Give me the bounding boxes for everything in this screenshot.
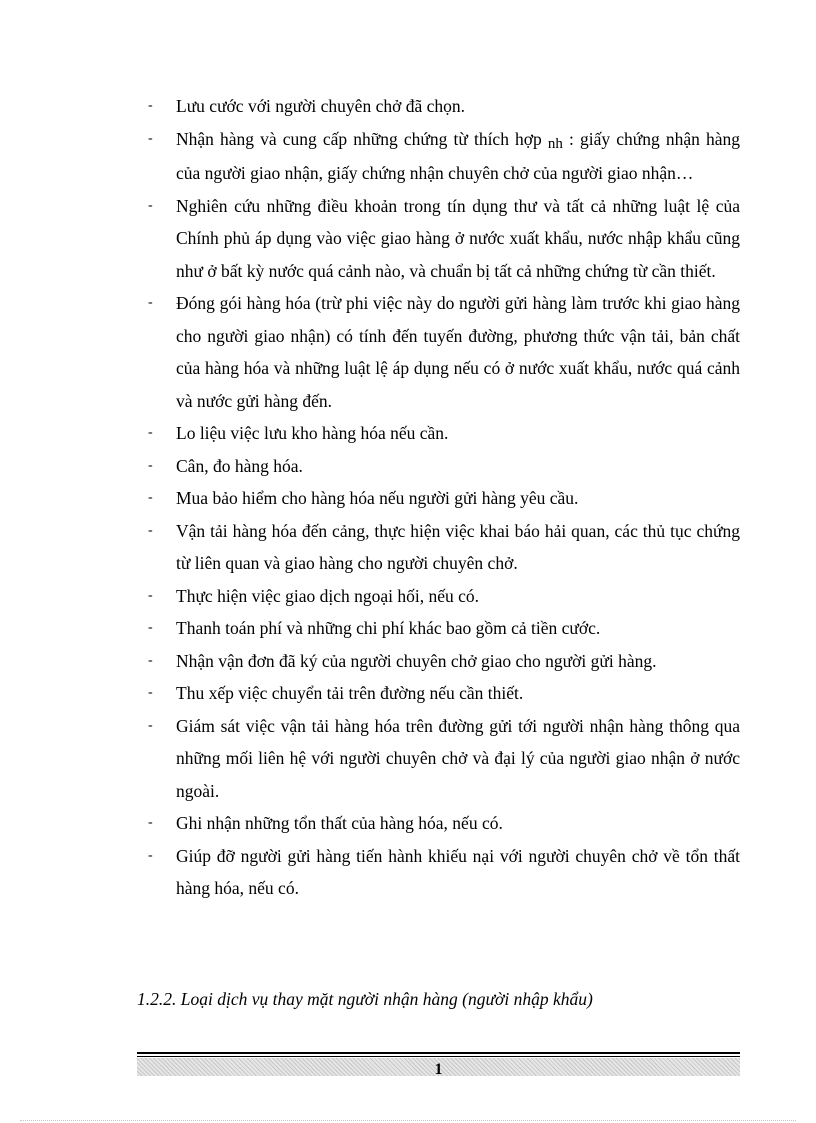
bullet-dash-icon: - bbox=[148, 587, 153, 603]
list-item-text: Giúp đỡ người gửi hàng tiến hành khiếu nại với người chuyên chở về tổn thất hàng hóa, nếu có. bbox=[176, 845, 740, 898]
section-heading: 1.2.2. Loại dịch vụ thay mặt người nhận hàng (người nhập khẩu) bbox=[137, 989, 593, 1009]
list-item-text: Nhận hàng và cung cấp những chứng từ thích hợp bbox=[176, 128, 548, 149]
list-item-text: Nghiên cứu những điều khoản trong tín dụng thư và tất cả những luật lệ của Chính phủ áp dụng vào việc giao hàng ở nước xuất khẩu, nước nhập khẩu cũng như ở bất kỳ nước quá cảnh nào, và chuẩn bị tất cả những chứng từ cần thiết. bbox=[176, 195, 740, 281]
list-item-text: Ghi nhận những tổn thất của hàng hóa, nếu có. bbox=[176, 813, 503, 833]
list-item bbox=[148, 840, 740, 905]
list-item-text: Nhận vận đơn đã ký của người chuyên chở giao cho người gửi hàng. bbox=[176, 650, 657, 671]
list-item bbox=[148, 612, 740, 645]
bullet-dash-icon: - bbox=[148, 652, 153, 668]
footer-rule-thick bbox=[137, 1052, 740, 1054]
list-item bbox=[148, 287, 740, 417]
list-item-text: Lo liệu việc lưu kho hàng hóa nếu cần. bbox=[176, 423, 449, 443]
duty-list bbox=[148, 90, 740, 905]
bullet-dash-icon: - bbox=[148, 717, 153, 733]
bullet-dash-icon: - bbox=[148, 197, 153, 213]
bullet-dash-icon: - bbox=[148, 425, 153, 440]
list-item bbox=[148, 580, 740, 613]
list-item bbox=[148, 710, 740, 808]
list-item bbox=[148, 90, 740, 123]
bullet-dash-icon: - bbox=[148, 522, 153, 538]
list-item-text: Đóng gói hàng hóa (trừ phi việc này do người gửi hàng làm trước khi giao hàng cho người giao nhận) có tính đến tuyến đường, phương thức vận tải, bản chất của hàng hóa và những luật lệ áp dụng nếu có ở nước xuất khẩu, nước quá cảnh và nước gửi hàng đến. bbox=[176, 293, 740, 411]
list-item bbox=[148, 417, 740, 450]
bullet-dash-icon: - bbox=[148, 457, 153, 473]
list-item-text: Lưu cước với người chuyên chở đã chọn. bbox=[176, 96, 466, 116]
list-item bbox=[148, 645, 740, 678]
list-item bbox=[148, 450, 740, 483]
list-item-text: Thu xếp việc chuyển tải trên đường nếu cần thiết. bbox=[176, 683, 524, 703]
list-item bbox=[148, 677, 740, 710]
list-item-subscript: nh bbox=[547, 135, 563, 152]
bullet-dash-icon: - bbox=[148, 130, 153, 146]
list-item-text: Thực hiện việc giao dịch ngoại hối, nếu có. bbox=[176, 585, 480, 606]
page-edge-divider bbox=[20, 1120, 796, 1121]
list-item-text: Mua bảo hiểm cho hàng hóa nếu người gửi hàng yêu cầu. bbox=[176, 488, 579, 508]
list-item-text: Giám sát việc vận tải hàng hóa trên đường gửi tới người nhận hàng thông qua những mối liên hệ với người chuyên chở và đại lý của người giao nhận ở nước ngoài. bbox=[176, 715, 740, 801]
list-item-text: Vận tải hàng hóa đến cảng, thực hiện việc khai báo hải quan, các thủ tục chứng từ liên quan và giao hàng cho người chuyên chở. bbox=[176, 520, 740, 573]
bullet-dash-icon: - bbox=[148, 490, 153, 505]
list-item bbox=[148, 482, 740, 515]
list-item bbox=[148, 515, 740, 580]
footer-rule-thin bbox=[137, 1056, 740, 1057]
bullet-dash-icon: - bbox=[148, 847, 153, 863]
list-item-text: Cân, đo hàng hóa. bbox=[176, 455, 303, 476]
list-item bbox=[148, 190, 740, 288]
bullet-dash-icon: - bbox=[148, 685, 153, 700]
bullet-dash-icon: - bbox=[148, 815, 153, 830]
list-item bbox=[148, 123, 740, 190]
bullet-dash-icon: - bbox=[148, 98, 153, 113]
page-number: 1 bbox=[434, 1061, 443, 1078]
list-item-text-continued: : giấy chứng nhận hàng của người giao nhận, giấy chứng nhận chuyên chở của người giao nhận… bbox=[176, 128, 740, 183]
list-item-text: Thanh toán phí và những chi phí khác bao gồm cả tiền cước. bbox=[176, 618, 601, 638]
bullet-dash-icon: - bbox=[148, 620, 153, 635]
list-item bbox=[148, 807, 740, 840]
bullet-dash-icon: - bbox=[148, 295, 153, 310]
